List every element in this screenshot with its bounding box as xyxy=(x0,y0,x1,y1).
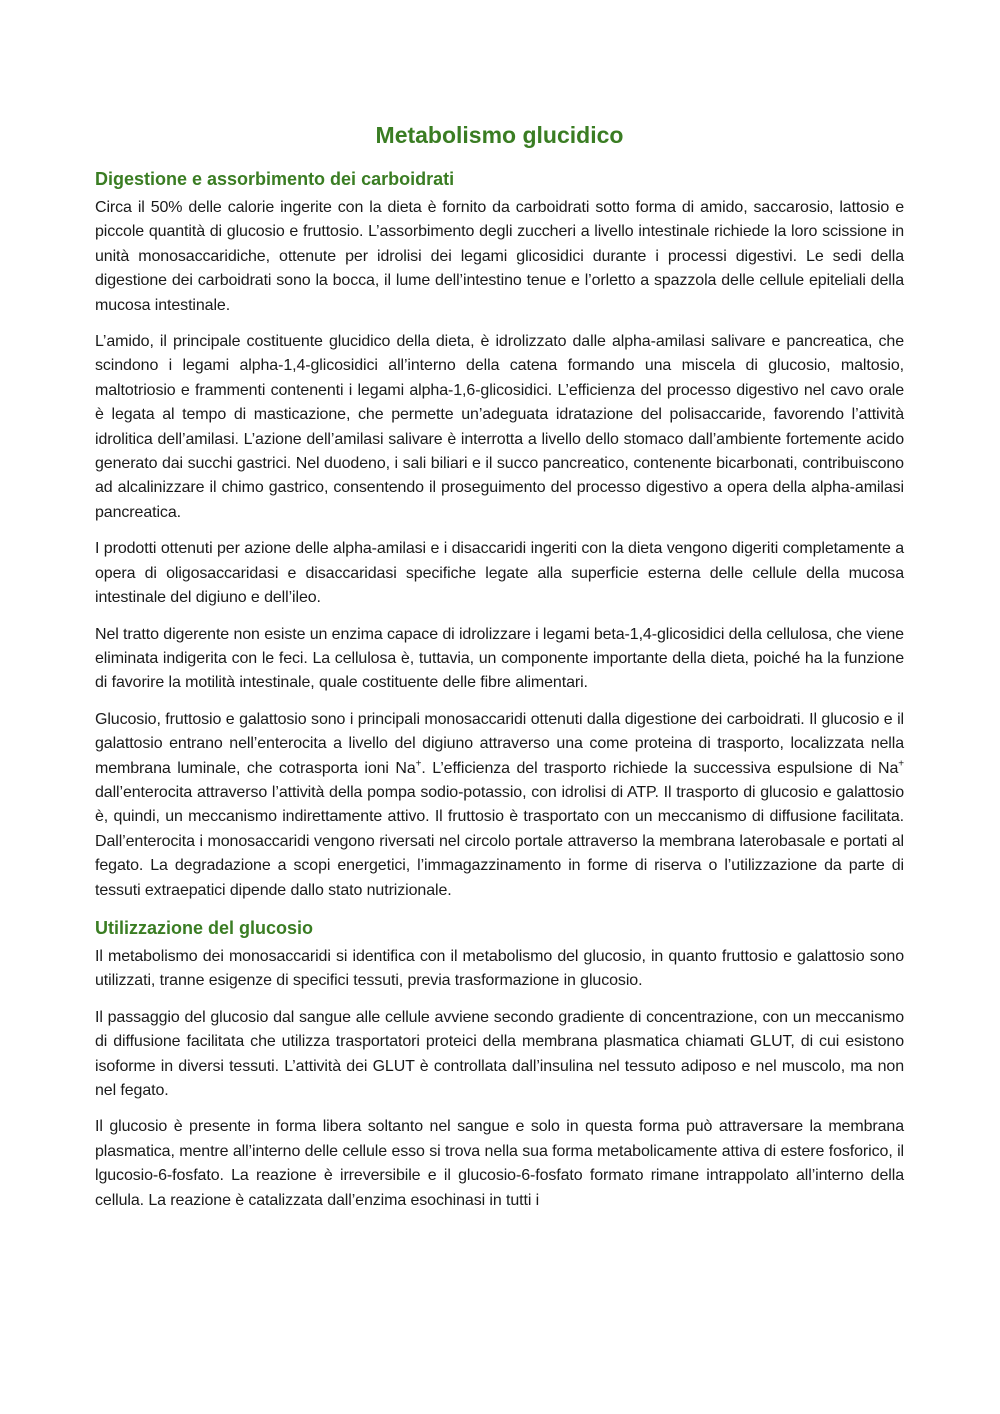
paragraph-text: . L’efficienza del trasporto richiede la successiva espulsione di Na xyxy=(421,759,899,777)
superscript-plus: + xyxy=(415,758,422,770)
section-heading-digestione: Digestione e assorbimento dei carboidrati xyxy=(95,169,455,189)
paragraph: L’amido, il principale costituente glucidico della dieta, è idrolizzato dalle alpha-amilasi salivare e pancreatica, che scindono i legami alpha-1,4-glicosidici all’interno della catena formando una miscela di glucosio, maltosio, maltotriosio e frammenti contenenti i legami alpha-1,6-glicosidici. L’efficienza del processo digestivo nel cavo orale è legata al tempo di masticazione, che permette un’adeguata idratazione del polisaccaride, favorendo l’attività idrolitica dell’amilasi. L’azione dell’amilasi salivare è interrotta a livello dello stomaco dall’ambiente fortemente acido generato dai succhi gastrici. Nel duodeno, i sali biliari e il succo pancreatico, contenente bicarbonati, contribuiscono ad alcalinizzare il chimo gastrico, consentendo il proseguimento del processo digestivo a opera della alpha-amilasi pancreatica. xyxy=(95,333,904,521)
paragraph: Il passaggio del glucosio dal sangue alle cellule avviene secondo gradiente di concentrazione, con un meccanismo di diffusione facilitata che utilizza trasportatori proteici della membrana plasmatica chiamati GLUT, di cui esistono isoforme in diversi tessuti. L’attività dei GLUT è controllata dall’insulina nel tessuto adiposo e nel muscolo, ma non nel fegato. xyxy=(95,1008,904,1099)
paragraph: Nel tratto digerente non esiste un enzima capace di idrolizzare i legami beta-1,4-glicosidici della cellulosa, che viene eliminata indigerita con le feci. La cellulosa è, tuttavia, un componente importante della dieta, poiché ha la funzione di favorire la motilità intestinale, quale costituente delle fibre alimentari. xyxy=(95,625,904,692)
paragraph: Il glucosio è presente in forma libera soltanto nel sangue e solo in questa forma può attraversare la membrana plasmatica, mentre all’interno delle cellule esso si trova nella sua forma metabolicamente attiva di estere fosforico, il lgucosio-6-fosfato. La reazione è irreversibile e il glucosio-6-fosfato formato rimane intrappolato all’interno della cellula. La reazione è catalizzata dall’enzima esochinasi in tutti i xyxy=(95,1118,904,1209)
section-heading-utilizzazione: Utilizzazione del glucosio xyxy=(95,917,314,938)
paragraph: I prodotti ottenuti per azione delle alpha-amilasi e i disaccaridi ingeriti con la dieta vengono digeriti completamente a opera di oligosaccaridasi e disaccaridasi specifiche legate alla superficie esterna delle cellule della mucosa intestinale del digiuno e dell’ileo. xyxy=(95,540,904,607)
paragraph-glucosio-trasporto xyxy=(95,708,904,903)
superscript-plus: + xyxy=(898,758,905,770)
paragraph-text: Glucosio, fruttosio e galattosio sono i principali monosaccaridi ottenuti dalla digestione dei carboidrati. Il glucosio e il galattosio entrano nell’enterocita a livello del digiuno attraverso una come proteina di trasporto, localizzata nella membrana luminale, che cotrasporta ioni Na xyxy=(95,710,904,777)
page-title: Metabolismo glucidico xyxy=(375,122,624,148)
paragraph: Il metabolismo dei monosaccaridi si identifica con il metabolismo del glucosio, in quanto fruttosio e galattosio sono utilizzati, tranne esigenze di specifici tessuti, previa trasformazione in glucosio. xyxy=(95,947,904,990)
paragraph-text: dall’enterocita attraverso l’attività della pompa sodio-potassio, con idrolisi di ATP. Il trasporto di glucosio e galattosio è, quindi, un meccanismo indirettamente attivo. Il fruttosio è trasportato con un meccanismo di diffusione facilitata. Dall’enterocita i monosaccaridi vengono riversati nel circolo portale attraverso la membrana laterobasale e portati al fegato. La degradazione a scopi energetici, l’immagazzinamento in forme di riserva o l’utilizzazione da parte di tessuti extraepatici dipende dallo stato nutrizionale. xyxy=(95,783,904,899)
paragraph: Circa il 50% delle calorie ingerite con la dieta è fornito da carboidrati sotto forma di amido, saccarosio, lattosio e piccole quantità di glucosio e fruttosio. L’assorbimento degli zuccheri a livello intestinale richiede la loro scissione in unità monosaccaridiche, ottenute per idrolisi dei legami glicosidici durante i processi digestivi. Le sedi della digestione dei carboidrati sono la bocca, il lume dell’intestino tenue e l’orletto a spazzola delle cellule epiteliali della mucosa intestinale. xyxy=(95,199,904,314)
